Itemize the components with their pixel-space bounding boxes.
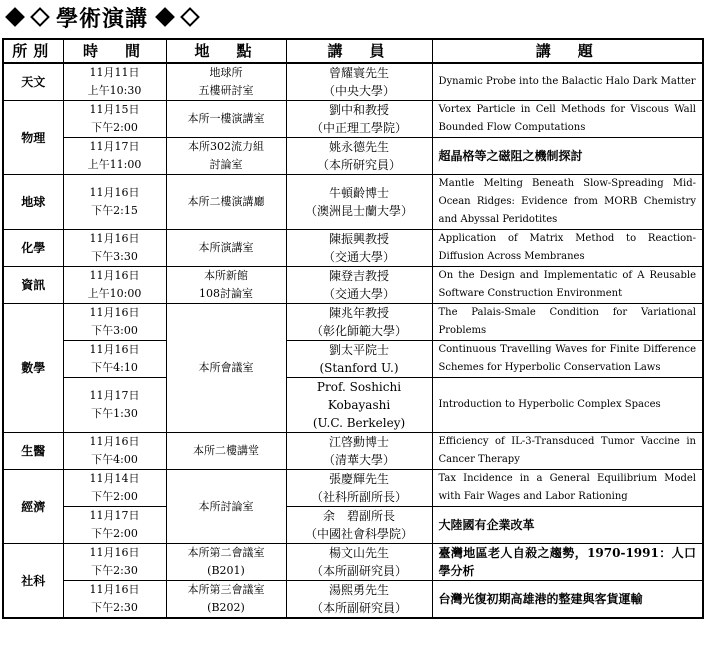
topic-cell: Application of Matrix Method to Reaction-Diffusion Across Membranes [432,230,703,267]
speaker-name: 陳登吉教授 [328,269,389,283]
time: 下午1:30 [91,407,138,420]
speaker-name: 劉中和教授 [328,103,389,117]
time-cell [63,138,166,175]
table-row [3,138,703,175]
speaker-cell [286,581,432,619]
table-row [3,341,703,378]
speaker-affiliation: （社科所副所長） [310,490,407,504]
table-row [3,378,703,433]
place-cell: 本所討論室 [166,470,286,544]
speaker-cell [286,138,432,175]
time-cell [63,267,166,304]
table-row [3,433,703,470]
topic-cell: Continuous Travelling Waves for Finite Difference Schemes for Hyperbolic Conservation Laws [432,341,703,378]
topic-cell: 超晶格等之磁阻之機制探討 [432,138,703,175]
time-cell [63,581,166,619]
speaker-name: 余 碧副所長 [322,509,395,523]
date: 11月17日 [89,509,140,522]
speaker-affiliation: （交通大學） [322,250,395,264]
speaker-cell [286,378,432,433]
header-field: 所別 [3,39,63,63]
date: 11月17日 [89,140,140,153]
place-line: 108討論室 [199,287,253,300]
speaker-cell [286,267,432,304]
speaker-affiliation: （彰化師範大學） [310,324,407,338]
time-cell [63,433,166,470]
diamond-outline-icon [180,7,200,27]
speaker-name: Prof. Soshichi [316,380,402,394]
date: 11月16日 [89,269,140,282]
table-row [3,470,703,507]
table-header-row [3,39,703,63]
topic-cell: Tax Incidence in a General Equilibrium Model with Fair Wages and Labor Rationing [432,470,703,507]
date: 11月16日 [89,186,140,199]
time: 上午10:00 [87,287,142,300]
place-cell: 本所二樓講堂 [166,433,286,470]
place-cell [166,267,286,304]
time-cell [63,230,166,267]
place-line: 地球所 [209,66,243,79]
place-line: 討論室 [209,158,243,171]
time: 下午4:00 [91,453,138,466]
speaker-affiliation: （澳洲昆士蘭大學） [304,204,413,218]
speaker-affiliation: (Stanford U.) [319,361,399,375]
place-cell [166,581,286,619]
time: 下午4:10 [91,361,138,374]
topic-cell: 臺灣地區老人自殺之趨勢，1970-1991：人口學分析 [432,544,703,581]
header-place: 地 點 [166,39,286,63]
speaker-affiliation: （本所副研究員） [310,564,407,578]
header-topic: 講 題 [432,39,703,63]
speaker-name: 楊文山先生 [328,546,389,560]
place-line: 五樓研討室 [198,84,254,97]
date: 11月16日 [89,583,140,596]
speaker-name: 牛頓齡博士 [328,186,389,200]
field-cell: 天文 [3,63,63,101]
field-cell: 生醫 [3,433,63,470]
time-cell [63,544,166,581]
date: 11月16日 [89,546,140,559]
speaker-affiliation: （本所研究員） [316,158,401,172]
table-row [3,581,703,619]
place-cell: 本所演講室 [166,230,286,267]
speaker-name: 劉太平院士 [328,343,389,357]
speaker-cell [286,63,432,101]
time: 下午2:00 [91,527,138,540]
speaker-name: 江啓勳博士 [328,435,389,449]
speaker-affiliation: （本所副研究員） [310,601,407,615]
speaker-cell [286,470,432,507]
speaker-affiliation: (U.C. Berkeley) [312,416,406,430]
page-title: 學術演講 [56,5,149,32]
topic-cell: 大陸國有企業改革 [432,507,703,544]
table-row [3,101,703,138]
place-cell: 本所會議室 [166,304,286,433]
time-cell [63,341,166,378]
place-cell [166,544,286,581]
place-line: 本所第二會議室 [187,546,265,559]
time: 上午11:00 [87,158,142,171]
date: 11月11日 [89,66,140,79]
speaker-name: 姚永德先生 [328,140,389,154]
place-line: 本所新館 [204,269,248,282]
place-cell: 本所一樓演講室 [166,101,286,138]
place-line: (B202) [207,601,245,614]
speaker-affiliation: （中國社會科學院） [304,527,413,541]
header-speaker: 講 員 [286,39,432,63]
place-cell: 本所二樓演講廳 [166,175,286,230]
field-cell: 資訊 [3,267,63,304]
speaker-name: 陳兆年教授 [328,306,389,320]
topic-cell: 台灣光復初期高雄港的整建與客貨運輸 [432,581,703,619]
speaker-name: 曾耀寰先生 [328,66,389,80]
table-row [3,63,703,101]
topic-cell: Efficiency of IL-3-Transduced Tumor Vaccine in Cancer Therapy [432,433,703,470]
topic-cell: The Palais-Smale Condition for Variational Problems [432,304,703,341]
place-cell [166,138,286,175]
field-cell: 物理 [3,101,63,175]
time: 下午2:30 [91,564,138,577]
speaker-name: Kobayashi [327,398,391,412]
speaker-name: 張慶輝先生 [328,472,389,486]
speaker-cell [286,544,432,581]
table-row [3,507,703,544]
topic-cell: On the Design and Implementatic of A Reusable Software Construction Environment [432,267,703,304]
diamond-solid-icon [155,7,175,27]
topic-cell: Dynamic Probe into the Balactic Halo Dark Matter [432,63,703,101]
date: 11月15日 [89,103,140,116]
field-cell: 化學 [3,230,63,267]
field-cell: 經濟 [3,470,63,544]
speaker-cell [286,341,432,378]
time: 下午2:00 [91,121,138,134]
field-cell: 數學 [3,304,63,433]
table-row [3,267,703,304]
speaker-affiliation: （中央大學） [322,84,395,98]
speaker-cell [286,304,432,341]
time: 下午2:30 [91,601,138,614]
topic-cell: Introduction to Hyperbolic Complex Spaces [432,378,703,433]
field-cell: 地球 [3,175,63,230]
date: 11月16日 [89,343,140,356]
diamond-solid-icon [5,7,25,27]
topic-cell: Mantle Melting Beneath Slow-Spreading Mid-Ocean Ridges: Evidence from MORB Chemistry and Abyssal Peridotites [432,175,703,230]
speaker-affiliation: （交通大學） [322,287,395,301]
place-line: 本所第三會議室 [187,583,265,596]
page-title-bar [2,0,202,34]
speaker-cell [286,230,432,267]
table-row [3,175,703,230]
date: 11月17日 [89,389,140,402]
speaker-name: 湯熙勇先生 [328,583,389,597]
field-cell: 社科 [3,544,63,619]
time-cell [63,304,166,341]
speaker-name: 陳振興教授 [328,232,389,246]
place-cell [166,63,286,101]
speaker-cell [286,433,432,470]
time: 下午2:00 [91,490,138,503]
time-cell [63,507,166,544]
date: 11月16日 [89,232,140,245]
speaker-affiliation: （中正理工學院） [310,121,407,135]
place-line: 本所302流力組 [188,140,264,153]
diamond-outline-icon [30,7,50,27]
table-row [3,304,703,341]
speaker-cell [286,175,432,230]
speaker-cell [286,507,432,544]
time-cell [63,175,166,230]
time: 上午10:30 [87,84,142,97]
time-cell [63,470,166,507]
date: 11月16日 [89,306,140,319]
lecture-schedule-table [2,38,704,619]
time-cell [63,101,166,138]
time: 下午3:00 [91,324,138,337]
time: 下午2:15 [91,204,138,217]
speaker-affiliation: （清華大學） [322,453,395,467]
topic-cell: Vortex Particle in Cell Methods for Viscous Wall Bounded Flow Computations [432,101,703,138]
date: 11月16日 [89,435,140,448]
place-line: (B201) [207,564,245,577]
date: 11月14日 [89,472,140,485]
time: 下午3:30 [91,250,138,263]
time-cell [63,63,166,101]
speaker-cell [286,101,432,138]
table-row [3,544,703,581]
time-cell [63,378,166,433]
header-time: 時 間 [63,39,166,63]
table-row [3,230,703,267]
